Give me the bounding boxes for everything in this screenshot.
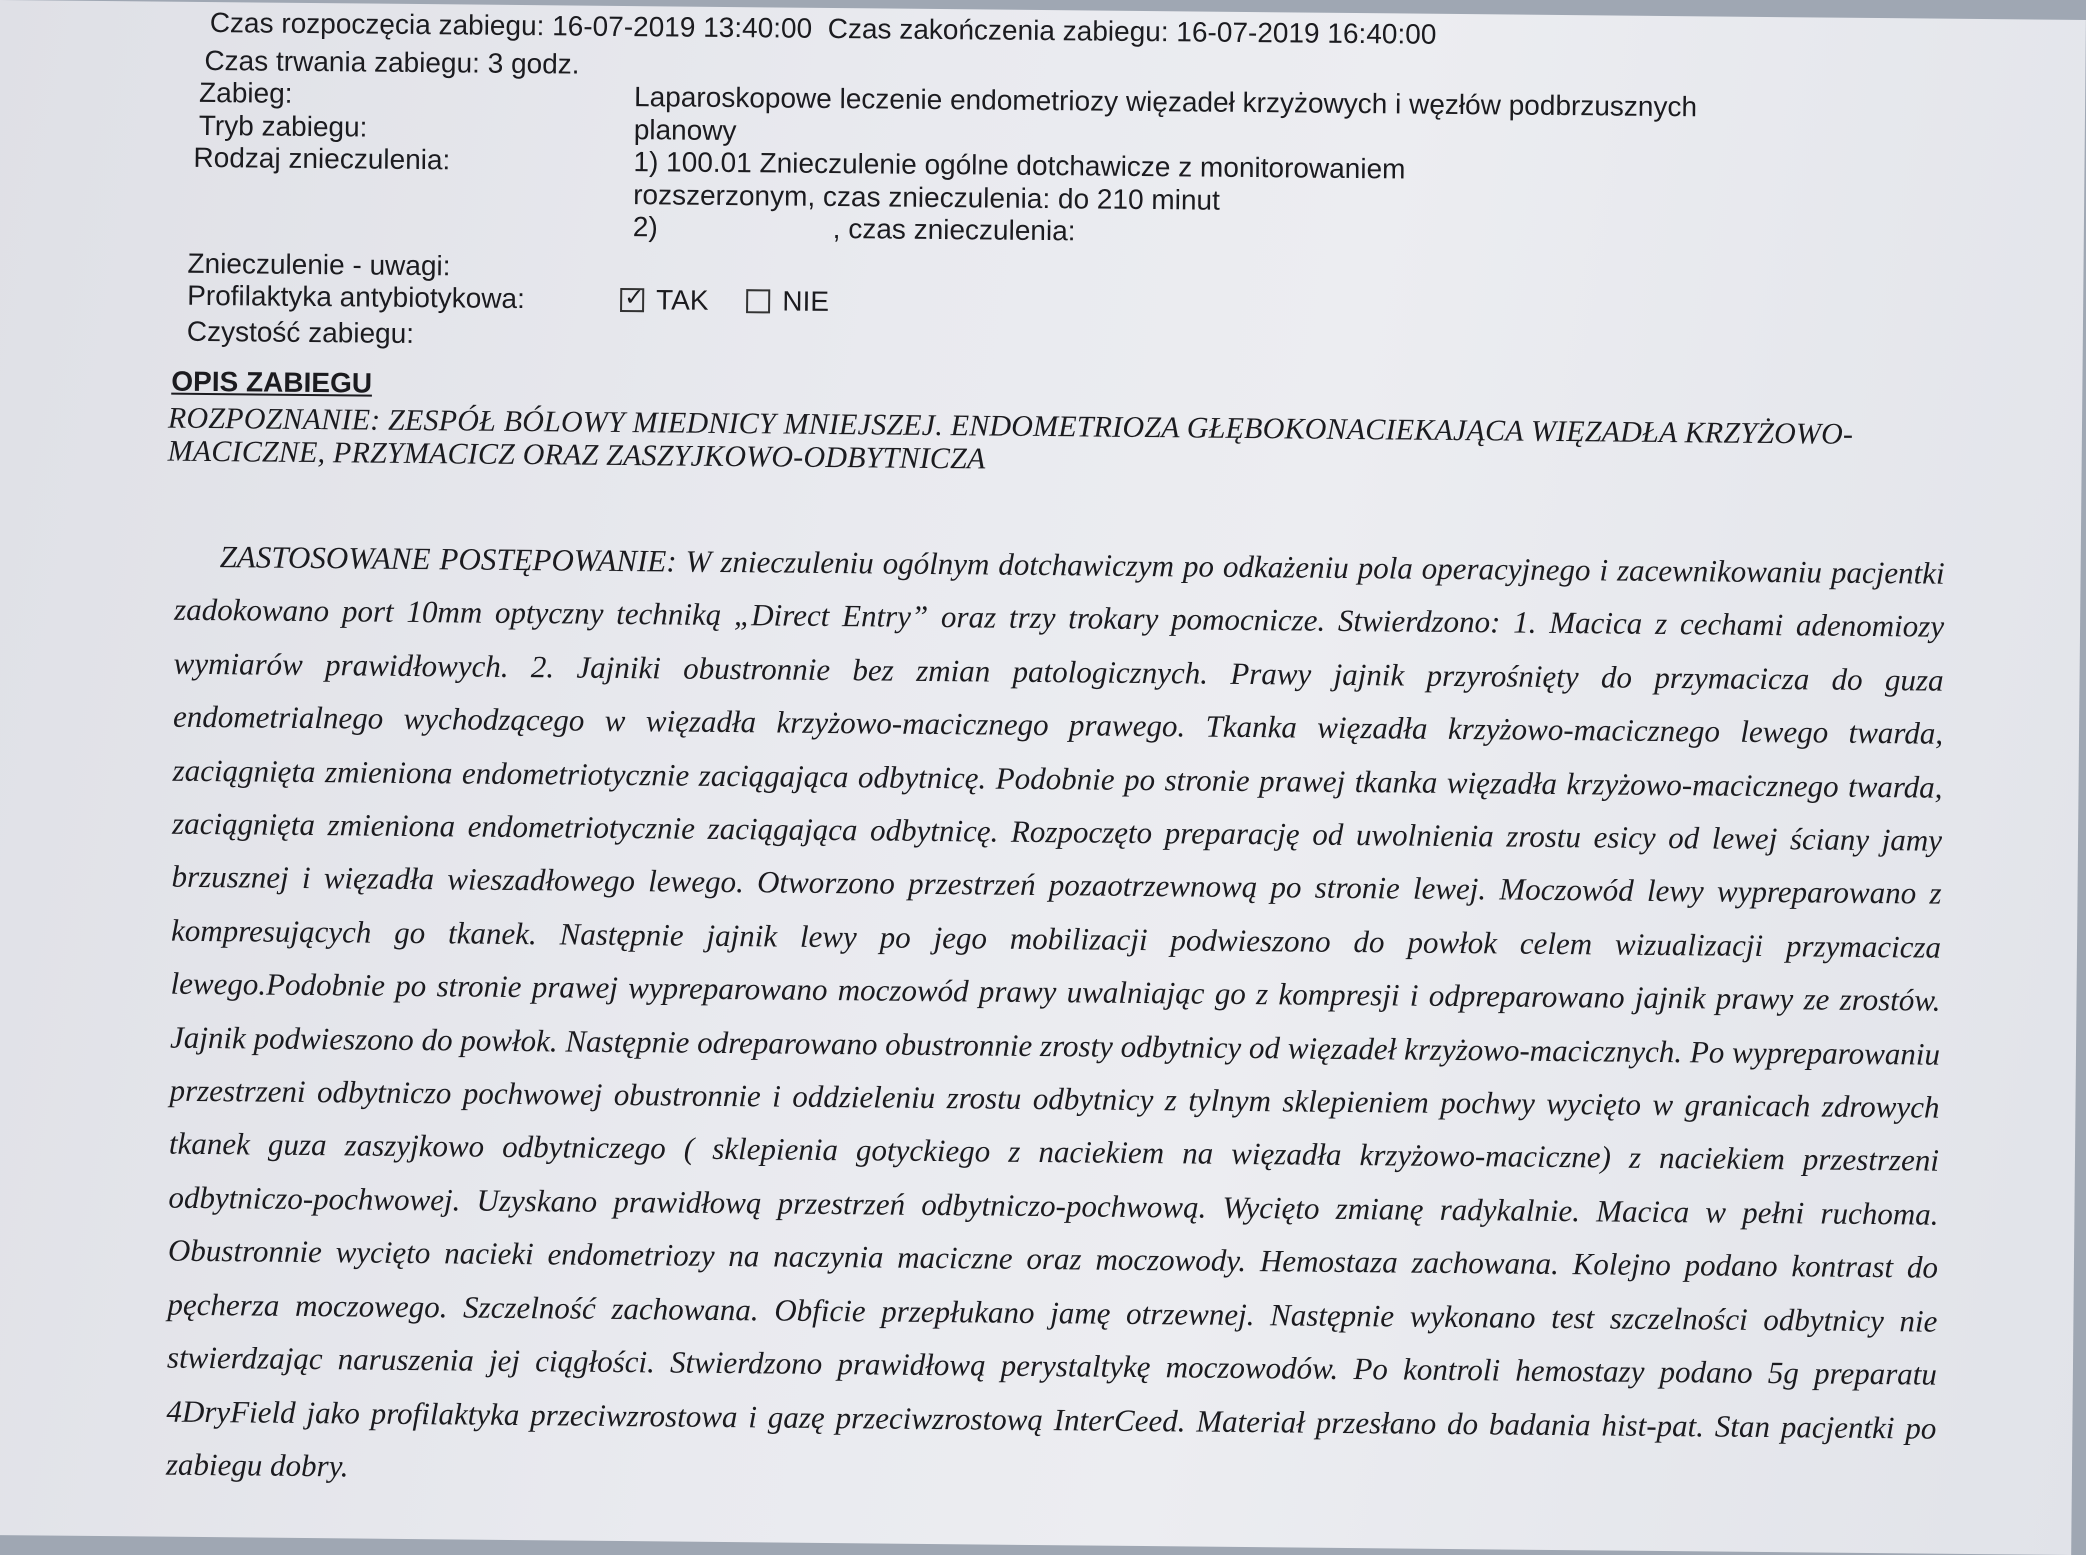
- anesthesia-item-2-time-label: , czas znieczulenia:: [832, 213, 1076, 247]
- checkbox-checked-icon: ✓: [620, 288, 644, 312]
- end-time-value: 16-07-2019 16:40:00: [1176, 16, 1437, 50]
- procedure-label: Zabieg:: [198, 76, 293, 109]
- anesthesia-item-1: 1) 100.01 Znieczulenie ogólne dotchawicze z monitorowaniem rozszerzonym, czas znieczulenia: do 210 minut: [633, 146, 1406, 216]
- procedure-description: ZASTOSOWANE POSTĘPOWANIE: W znieczuleniu ogólnym dotchawiczym po odkażeniu pola operacyjnego i zacewnikowaniu pacjentki zadokowano port 10mm optyczny techniką „Direct Entry” oraz trzy trokary pomocnicze. Stwierdzono: 1. Macica z cechami adenomiozy wymiarów prawidłowych. 2. Jajniki obustronnie bez zmian patologicznych. Prawy jajnik przyrośnięty do przymacicza do guza endometrialnego wychodzącego w więzadła krzyżowo-macicznego prawego. Tkanka więzadła krzyżowo-macicznego lewego twarda, zaciągnięta zmieniona endometriotycznie zaciągająca odbytnicę. Podobnie po stronie prawej tkanka więzadła krzyżowo-macicznego twarda, zaciągnięta zmieniona endometriotycznie zaciągająca odbytnicę. Rozpoczęto preparację od uwolnienia zrostu esicy od lewej ściany jamy brzusznej i więzadła wieszadłowego lewego. Otworzono przestrzeń pozaotrzewnową po stronie lewej. Moczowód lewy wypreparowano z kompresujących go tkanek. Następnie jajnik lewy po jego mobilizacji podwieszono do powłok celem wizualizacji przymacicza lewego.Podobnie po stronie prawej wypreparowano moczowód prawy uwalniając go z kompresji i odpreparowano jajnik prawy ze zrostów. Jajnik podwieszono do powłok. Następnie odreparowano obustronnie zrosty odbytnicy od więzadeł krzyżowo-macicznych. Po wypreparowaniu przestrzeni odbytniczo pochwowej obustronnie i oddzieleniu zrostu odbytnicy z tylnym sklepieniem pochwy wycięto w granicach zdrowych tkanek guza zaszyjkowo odbytniczego ( sklepienia gotyckiego z naciekiem na więzadła krzyżowo-maciczne) z naciekiem przestrzeni odbytniczo-pochwowej. Uzyskano prawidłową przestrzeń odbytniczo-pochwową. Wycięto zmianę radykalnie. Macica w pełni ruchoma. Obustronnie wycięto nacieki endometriozy na naczynia maciczne oraz moczowody. Hemostaza zachowana. Kolejno podano kontrast do pęcherza moczowego. Szczelność zachowana. Obficie przepłukano jamę otrzewnej. Następnie wykonano test szczelności odbytnicy nie stwierdzając naruszenia jej ciągłości. Stwierdzono prawidłową perystaltykę moczowodów. Po kontroli hemostazy podano 5g preparatu 4DryField jako profilaktyka przeciwzrostowa i gazę przeciwzrostową InterCeed. Materiał przesłano do badania hist-pat. Stan pacjentki po zabiegu dobry.: [165, 539, 1945, 1484]
- mode-label: Tryb zabiegu:: [198, 109, 368, 143]
- anesthesia-notes-label: Znieczulenie - uwagi:: [187, 247, 451, 281]
- start-time-label: Czas rozpoczęcia zabiegu:: [209, 7, 545, 42]
- antibiotic-label: Profilaktyka antybiotykowa:: [187, 279, 526, 315]
- mode-value: planowy: [633, 113, 737, 146]
- duration-value: 3 godz.: [487, 47, 580, 80]
- end-time-label: Czas zakończenia zabiegu:: [827, 12, 1169, 48]
- anesthesia-item-2-number: 2): [632, 211, 658, 243]
- procedure-header: [187, 7, 1850, 364]
- anesthesia-label: Rodzaj znieczulenia:: [193, 141, 451, 176]
- antibiotic-no-label: NIE: [782, 285, 830, 317]
- diagnosis-text: ROZPOZNANIE: ZESPÓŁ BÓLOWY MIEDNICY MNIEJSZEJ. ENDOMETRIOZA GŁĘBOKONACIEKAJĄCA WIĘZADŁA KRZYŻOWO-MACICZNE, PRZYMACICZ ORAZ ZASZYJKOWO-ODBYTNICZA: [167, 401, 1854, 476]
- section-title: OPIS ZABIEGU: [171, 365, 373, 399]
- antibiotic-no-option[interactable]: [746, 285, 829, 318]
- start-time-value: 16-07-2019 13:40:00: [552, 10, 813, 44]
- cleanliness-label: Czystość zabiegu:: [186, 315, 415, 349]
- antibiotic-yes-label: TAK: [656, 284, 709, 316]
- antibiotic-yes-option[interactable]: [620, 284, 709, 317]
- checkbox-empty-icon: [746, 289, 770, 313]
- duration-label: Czas trwania zabiegu:: [204, 44, 481, 79]
- procedure-value: Laparoskopowe leczenie endometriozy więzadeł krzyżowych i węzłów podbrzusznych: [633, 81, 1698, 123]
